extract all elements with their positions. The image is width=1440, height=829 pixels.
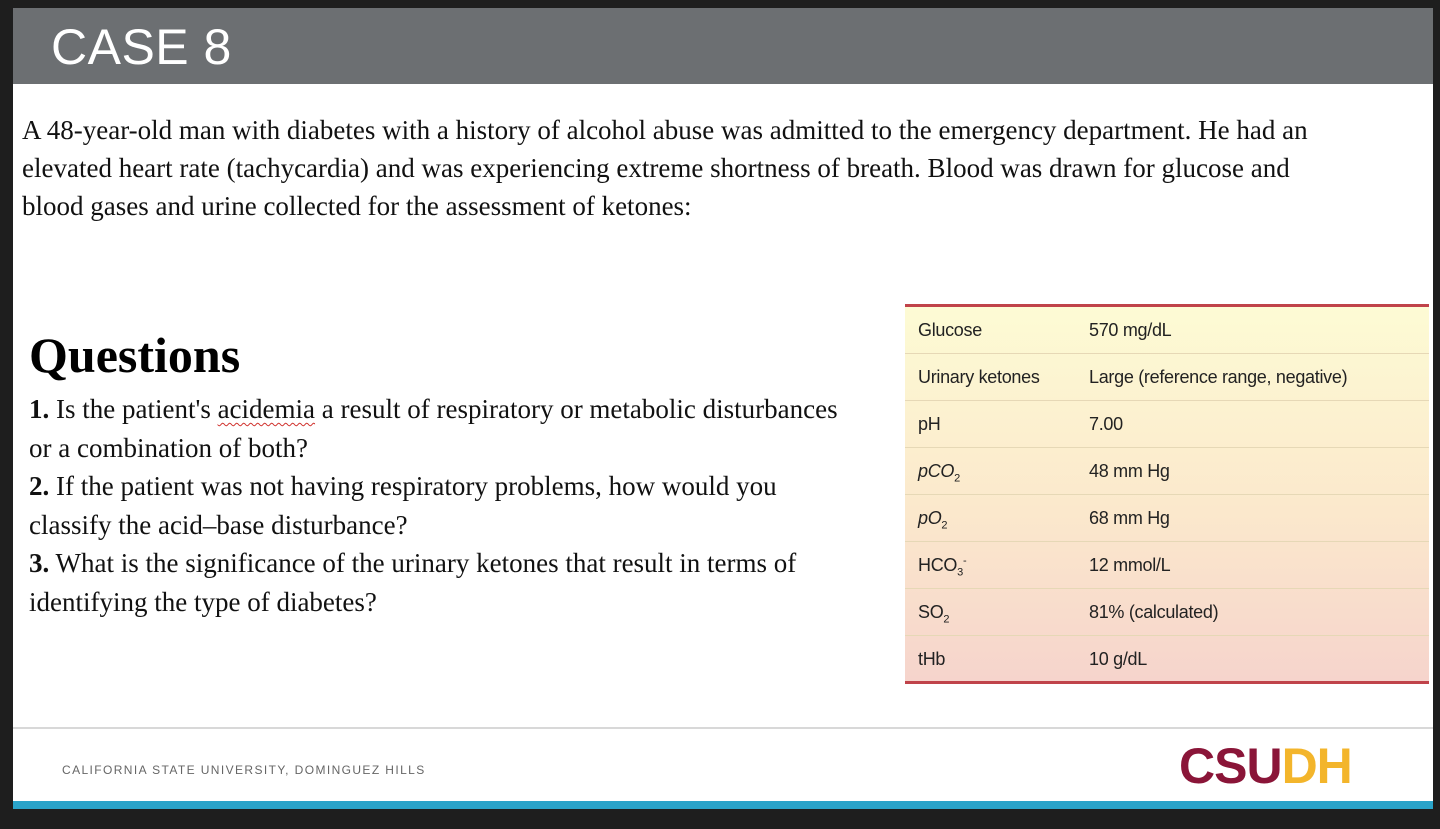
- lab-value: 10 g/dL: [1089, 649, 1147, 669]
- questions-heading: Questions: [29, 327, 241, 383]
- lab-name: Urinary ketones: [918, 367, 1040, 387]
- footer-divider: [13, 727, 1433, 729]
- lab-value: 48 mm Hg: [1089, 461, 1170, 481]
- slide-title: CASE 8: [51, 19, 232, 75]
- lab-row-so2: [905, 589, 1429, 636]
- lab-results-table: [905, 304, 1429, 684]
- questions-list: [29, 390, 859, 621]
- lab-name-prefix: pCO: [918, 461, 955, 481]
- footer-accent-bar: [13, 801, 1433, 809]
- spellcheck-flagged-word: acidemia: [217, 394, 316, 424]
- slide-header: [13, 8, 1433, 84]
- university-name: CALIFORNIA STATE UNIVERSITY, DOMINGUEZ HILLS: [62, 763, 426, 777]
- lab-name-prefix: SO: [918, 602, 944, 622]
- lab-name: [918, 602, 949, 626]
- lab-name-prefix: pO: [918, 508, 942, 528]
- lab-row-thb: [905, 636, 1429, 683]
- question-number: 3.: [29, 548, 50, 578]
- lab-name: [918, 461, 960, 485]
- lab-name-subscript: 2: [941, 519, 948, 532]
- question-item: [29, 467, 859, 544]
- csudh-logo: [1179, 737, 1352, 795]
- lab-value: 81% (calculated): [1089, 602, 1219, 622]
- lab-name: [918, 508, 947, 532]
- lab-value: Large (reference range, negative): [1089, 367, 1348, 387]
- lab-name: pH: [918, 414, 941, 434]
- lab-name: Glucose: [918, 320, 982, 340]
- lab-row-urinary-ketones: [905, 354, 1429, 401]
- logo-primary-text: CSU: [1179, 738, 1282, 794]
- lab-name-subscript: 3: [957, 566, 963, 579]
- lab-name: tHb: [918, 649, 946, 669]
- lab-value: 68 mm Hg: [1089, 508, 1170, 528]
- lab-row-hco3: [905, 542, 1429, 589]
- lab-value: 570 mg/dL: [1089, 320, 1172, 340]
- lab-name: [918, 555, 966, 579]
- lab-name-subscript: 2: [954, 472, 960, 485]
- lab-row-glucose: [905, 307, 1429, 354]
- question-text: Is the patient's: [49, 394, 218, 424]
- question-text: a result of respiratory or metabolic disturbances or a combination of both?: [29, 394, 838, 463]
- lab-value: 12 mmol/L: [1089, 555, 1171, 575]
- lab-name-superscript: -: [962, 555, 967, 567]
- lab-row-pco2: [905, 448, 1429, 495]
- logo-secondary-text: DH: [1281, 738, 1352, 794]
- lab-name-subscript: 2: [943, 613, 950, 626]
- lab-row-ph: [905, 401, 1429, 448]
- lab-name-prefix: HCO: [918, 555, 958, 575]
- slide: [13, 8, 1433, 809]
- question-text: What is the significance of the urinary ketones that result in terms of identifying the type of diabetes?: [29, 548, 797, 617]
- question-item: [29, 390, 859, 467]
- lab-row-po2: [905, 495, 1429, 542]
- question-number: 2.: [29, 471, 50, 501]
- case-description: A 48-year-old man with diabetes with a history of alcohol abuse was admitted to the emergency department. He had an elevated heart rate (tachycardia) and was experiencing extreme shortness of breath. Blood was drawn for glucose and blood gases and urine collected for the assessment of ketones:: [22, 115, 1308, 221]
- question-text: If the patient was not having respiratory problems, how would you classify the acid–base disturbance?: [29, 471, 777, 540]
- question-item: [29, 544, 859, 621]
- question-number: 1.: [29, 394, 50, 424]
- lab-value: 7.00: [1089, 414, 1123, 434]
